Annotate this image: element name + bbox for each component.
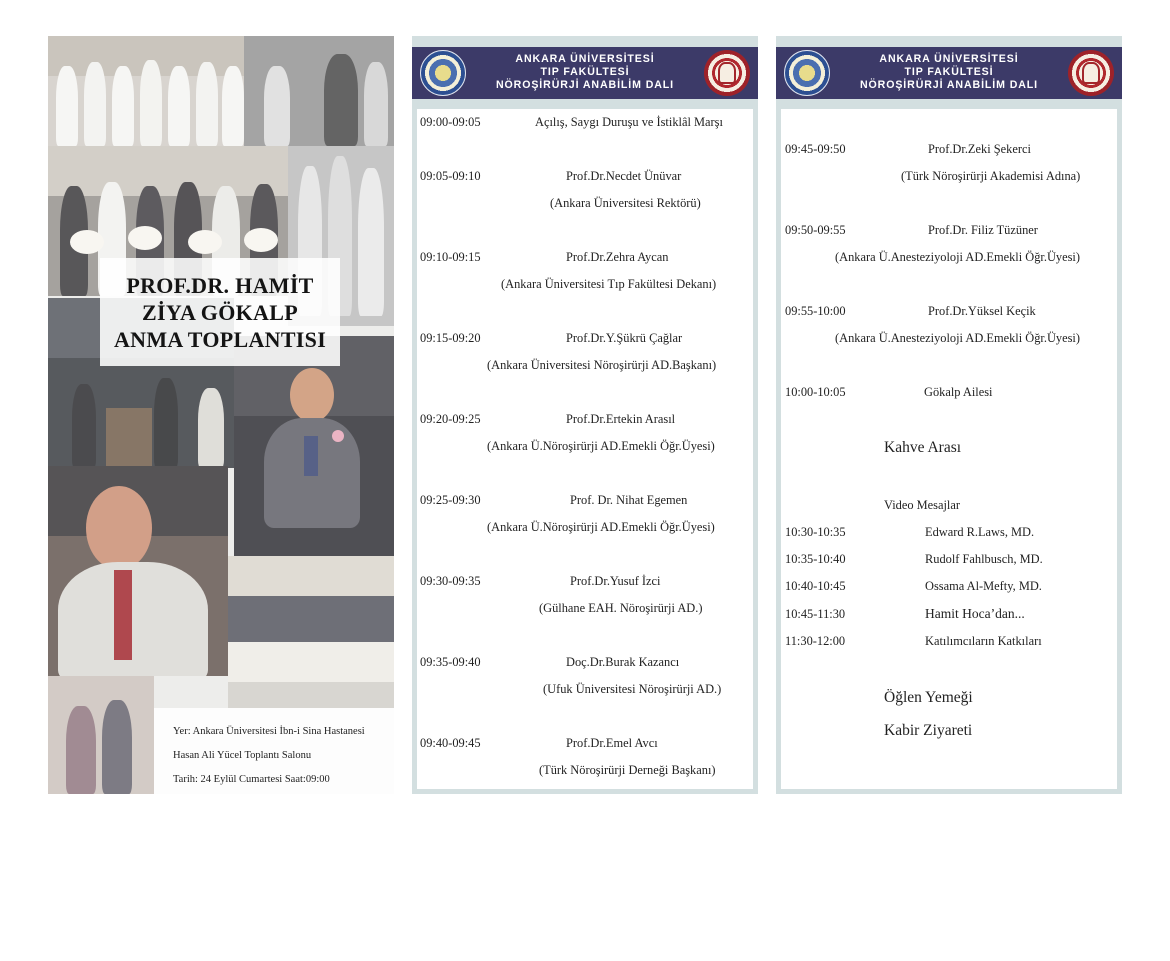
program-affiliation: (Ankara Üniversitesi Nöroşirürji AD.Başkanı) <box>487 358 717 372</box>
poster-title-line-1: PROF.DR. HAMİT <box>126 272 314 298</box>
program-time: 11:30-12:00 <box>785 634 846 648</box>
program-speaker: Prof.Dr.Zehra Aycan <box>566 250 669 264</box>
program-panel-2 <box>776 36 1122 794</box>
program-affiliation: (Gülhane EAH. Nöroşirürji AD.) <box>539 601 703 615</box>
faculty-header <box>776 47 1122 99</box>
program-time: 09:10-09:15 <box>420 250 481 264</box>
program-speaker: Prof.Dr.Ertekin Arasıl <box>566 412 676 426</box>
program-speaker: Katılımcıların Katkıları <box>925 634 1042 648</box>
program-speaker: Prof.Dr.Necdet Ünüvar <box>566 169 682 183</box>
program-affiliation: (Türk Nöroşirürji Derneği Başkanı) <box>539 763 716 777</box>
poster-title <box>100 258 340 366</box>
venue-location: Yer: Ankara Üniversitesi İbn-i Sina Hastanesi <box>173 726 365 737</box>
program-time: 10:30-10:35 <box>785 525 846 539</box>
faculty-seal-icon <box>704 50 750 96</box>
program-panel-1 <box>412 36 758 794</box>
program-time: 10:00-10:05 <box>785 385 846 399</box>
program-speaker: Prof.Dr. Filiz Tüzüner <box>928 223 1038 237</box>
program-speaker: Prof.Dr.Emel Avcı <box>566 736 658 750</box>
venue-date-time: Tarih: 24 Eylül Cumartesi Saat:09:00 <box>173 774 330 785</box>
program-speaker: Ossama Al-Mefty, MD. <box>925 579 1042 593</box>
program-speaker: Prof.Dr.Yüksel Keçik <box>928 304 1036 318</box>
program-time: 09:20-09:25 <box>420 412 481 426</box>
program-affiliation: (Ankara Ü.Anesteziyoloji AD.Emekli Öğr.Üyesi) <box>835 250 1081 264</box>
faculty-header-text <box>836 53 1062 92</box>
program-speaker: Gökalp Ailesi <box>924 385 993 399</box>
header-faculty: TIP FAKÜLTESİ <box>904 66 994 78</box>
faculty-seal-icon <box>1068 50 1114 96</box>
program-affiliation: (Ankara Ü.Nöroşirürji AD.Emekli Öğr.Üyesi) <box>487 439 715 453</box>
faculty-header-text <box>472 53 698 92</box>
header-faculty: TIP FAKÜLTESİ <box>540 66 630 78</box>
program-speaker: Hamit Hoca’dan... <box>925 606 1025 621</box>
program-speaker: Doç.Dr.Burak Kazancı <box>566 655 680 669</box>
venue-hall: Hasan Ali Yücel Toplantı Salonu <box>173 750 312 761</box>
program-list-2 <box>781 109 1117 789</box>
program-speaker: Prof.Dr.Y.Şükrü Çağlar <box>566 331 683 345</box>
faculty-header <box>412 47 758 99</box>
header-department: NÖROŞİRÜRJİ ANABİLİM DALI <box>859 79 1039 91</box>
program-affiliation: (Ufuk Üniversitesi Nöroşirürji AD.) <box>543 682 722 696</box>
program-time: 09:55-10:00 <box>785 304 846 318</box>
program-time: 09:30-09:35 <box>420 574 481 588</box>
lunch-label: Öğlen Yemeği <box>884 689 973 706</box>
poster-title-line-3: ANMA TOPLANTISI <box>113 326 327 352</box>
program-time: 09:35-09:40 <box>420 655 481 669</box>
header-university: ANKARA ÜNİVERSİTESİ <box>515 53 655 65</box>
program-time: 09:50-09:55 <box>785 223 846 237</box>
header-university: ANKARA ÜNİVERSİTESİ <box>879 53 1019 65</box>
program-speaker: Açılış, Saygı Duruşu ve İstiklâl Marşı <box>535 115 723 129</box>
university-logo-icon <box>420 50 466 96</box>
program-time: 09:40-09:45 <box>420 736 481 750</box>
grave-visit-label: Kabir Ziyareti <box>884 722 973 739</box>
program-time: 09:15-09:20 <box>420 331 481 345</box>
coffee-break-label: Kahve Arası <box>884 439 962 456</box>
program-speaker: Edward R.Laws, MD. <box>925 525 1035 539</box>
poster-title-line-2: ZİYA GÖKALP <box>142 299 298 325</box>
program-affiliation: (Ankara Ü.Nöroşirürji AD.Emekli Öğr.Üyesi) <box>487 520 715 534</box>
program-time: 10:40-10:45 <box>785 579 846 593</box>
program-affiliation: (Türk Nöroşirürji Akademisi Adına) <box>901 169 1081 183</box>
program-time: 09:00-09:05 <box>420 115 481 129</box>
program-list-1 <box>417 109 753 789</box>
header-department: NÖROŞİRÜRJİ ANABİLİM DALI <box>495 79 675 91</box>
program-time: 09:05-09:10 <box>420 169 481 183</box>
program-time: 09:25-09:30 <box>420 493 481 507</box>
program-time: 10:35-10:40 <box>785 552 846 566</box>
venue-info <box>154 708 394 794</box>
program-time: 09:45-09:50 <box>785 142 846 156</box>
video-messages-label: Video Mesajlar <box>884 498 960 512</box>
program-speaker: Prof.Dr.Zeki Şekerci <box>928 142 1031 156</box>
program-speaker: Rudolf Fahlbusch, MD. <box>925 552 1043 566</box>
program-time: 10:45-11:30 <box>785 607 846 621</box>
program-affiliation: (Ankara Ü.Anesteziyoloji AD.Emekli Öğr.Üyesi) <box>835 331 1081 345</box>
program-affiliation: (Ankara Üniversitesi Tıp Fakültesi Dekanı) <box>501 277 717 291</box>
university-logo-icon <box>784 50 830 96</box>
program-affiliation: (Ankara Üniversitesi Rektörü) <box>550 196 701 210</box>
collage-overlay <box>48 36 394 794</box>
poster-collage-panel <box>48 36 394 794</box>
program-speaker: Prof.Dr.Yusuf İzci <box>570 574 661 588</box>
program-speaker: Prof. Dr. Nihat Egemen <box>570 493 688 507</box>
